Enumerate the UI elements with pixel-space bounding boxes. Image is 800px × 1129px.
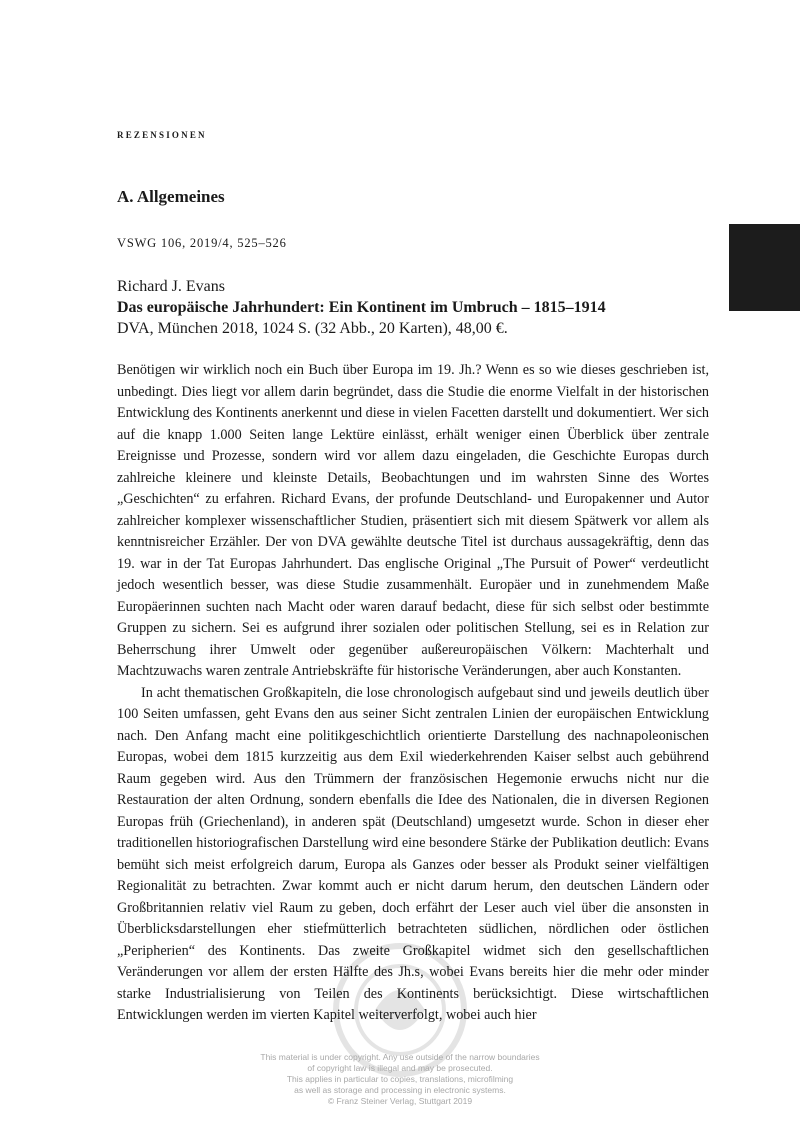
notice-line: This material is under copyright. Any use outside of the narrow boundaries (260, 1052, 540, 1062)
notice-line: as well as storage and processing in electronic systems. (294, 1085, 506, 1095)
thumb-index-tab (729, 224, 800, 311)
notice-line: of copyright law is illegal and may be prosecuted. (307, 1063, 493, 1073)
journal-citation: VSWG 106, 2019/4, 525–526 (117, 236, 287, 250)
notice-line: © Franz Steiner Verlag, Stuttgart 2019 (327, 1096, 473, 1106)
section-heading: A. Allgemeines (117, 187, 225, 206)
notice-line: This applies in particular to copies, translations, microfilming (286, 1074, 514, 1084)
book-publication: DVA, München 2018, 1024 S. (32 Abb., 20 Karten), 48,00 €. (117, 320, 508, 337)
book-title: Das europäische Jahrhundert: Ein Kontinent im Umbruch – 1815–1914 (117, 299, 606, 316)
copyright-notice (200, 1052, 600, 1107)
review-body (117, 360, 709, 1027)
book-author: Richard J. Evans (117, 278, 225, 295)
review-paragraph: In acht thematischen Großkapiteln, die lose chronologisch aufgebaut sind und jeweils deutlich über 100 Seiten umfassen, geht Evans den aus seiner Sicht zentralen Linien der europäischen Entwicklung nach. Den Anfang macht eine politikgeschichtlich orientierte Darstellung des nachnapoleonischen Europas, wobei dem 1815 kurzzeitig aus dem Exil wiederkehrenden Kaiser selbst auch gebührend Raum gegeben wird. Aus den Trümmern der französischen Hegemonie erwuchs nicht nur die Restauration der alten Ordnung, sondern ebenfalls die Idee des Nationalen, die in diversen Regionen Europas früh (Griechenland), in anderen spät (Deutschland) umgesetzt wurde. Schon in dieser eher traditionellen historiografischen Darstellung wird eine besondere Stärke der Publikation deutlich: Evans bemüht sich meist erfolgreich darum, Europa als Ganzes oder besser als Produkt seiner vielfältigen Regionalität zu betrachten. Zwar kommt auch er nicht darum herum, den deutschen Ländern oder Großbritannien relativ viel Raum zu geben, doch erfährt der Leser auch viel über die ansonsten in Überblicksdarstellungen eher stiefmütterlich betrachteten südlichen, nördlichen oder östlichen „Peripherien“ des Kontinents. Das zweite Großkapitel widmet sich den gesellschaftlichen Veränderungen vor allem der ersten Hälfte des Jh.s, wobei Evans bereits hier die mehr oder minder starke Industrialisierung von Teilen des Kontinents berücksichtigt. Diese wirtschaftlichen Entwicklungen werden im vierten Kapitel weiterverfolgt, wobei auch hier (117, 684, 709, 1023)
review-paragraph: Benötigen wir wirklich noch ein Buch über Europa im 19. Jh.? Wenn es so wie dieses geschrieben ist, unbedingt. Dies liegt vor allem darin begründet, dass die Studie die enorme Vielfalt in der historischen Entwicklung des Kontinents anerkennt und diese in vielen Facetten darstellt und dokumentiert. Wer sich auf die knapp 1.000 Seiten lange Lektüre einlässt, erhält weniger einen Überblick über zentrale Ereignisse und Prozesse, sondern wird vor allem dazu eingeladen, die Geschichte Europas durch zahlreiche kleinere und kleinste Details, Beobachtungen und im wahrsten Sinne des Wortes „Geschichten“ zu erfahren. Richard Evans, der profunde Deutschland- und Europakenner und Autor zahlreicher komplexer wissenschaftlicher Studien, präsentiert sich mit diesem Spätwerk vor allem als kenntnisreicher Erzähler. Der von DVA gewählte deutsche Titel ist durchaus aussagekräftig, denn das 19. war in der Tat Europas Jahrhundert. Das englische Original „The Pursuit of Power“ verdeutlicht jedoch wesentlich besser, was diese Studie zusammenhält. Europäer und in zunehmendem Maße Europäerinnen suchten nach Macht oder waren darauf bedacht, diese für sich selbst oder bestimmte Gruppen zu sichern. Sei es aufgrund ihrer sozialen oder politischen Stellung, sei es in Relation zur Beherrschung ihrer Umwelt oder gegenüber außereuropäischen Völkern: Machterhalt und Machtzuwachs waren zentrale Antriebskräfte für historische Veränderungen, aber auch Konstanten. (117, 362, 709, 679)
book-info (117, 276, 717, 339)
section-label: rezensionen (117, 126, 207, 141)
